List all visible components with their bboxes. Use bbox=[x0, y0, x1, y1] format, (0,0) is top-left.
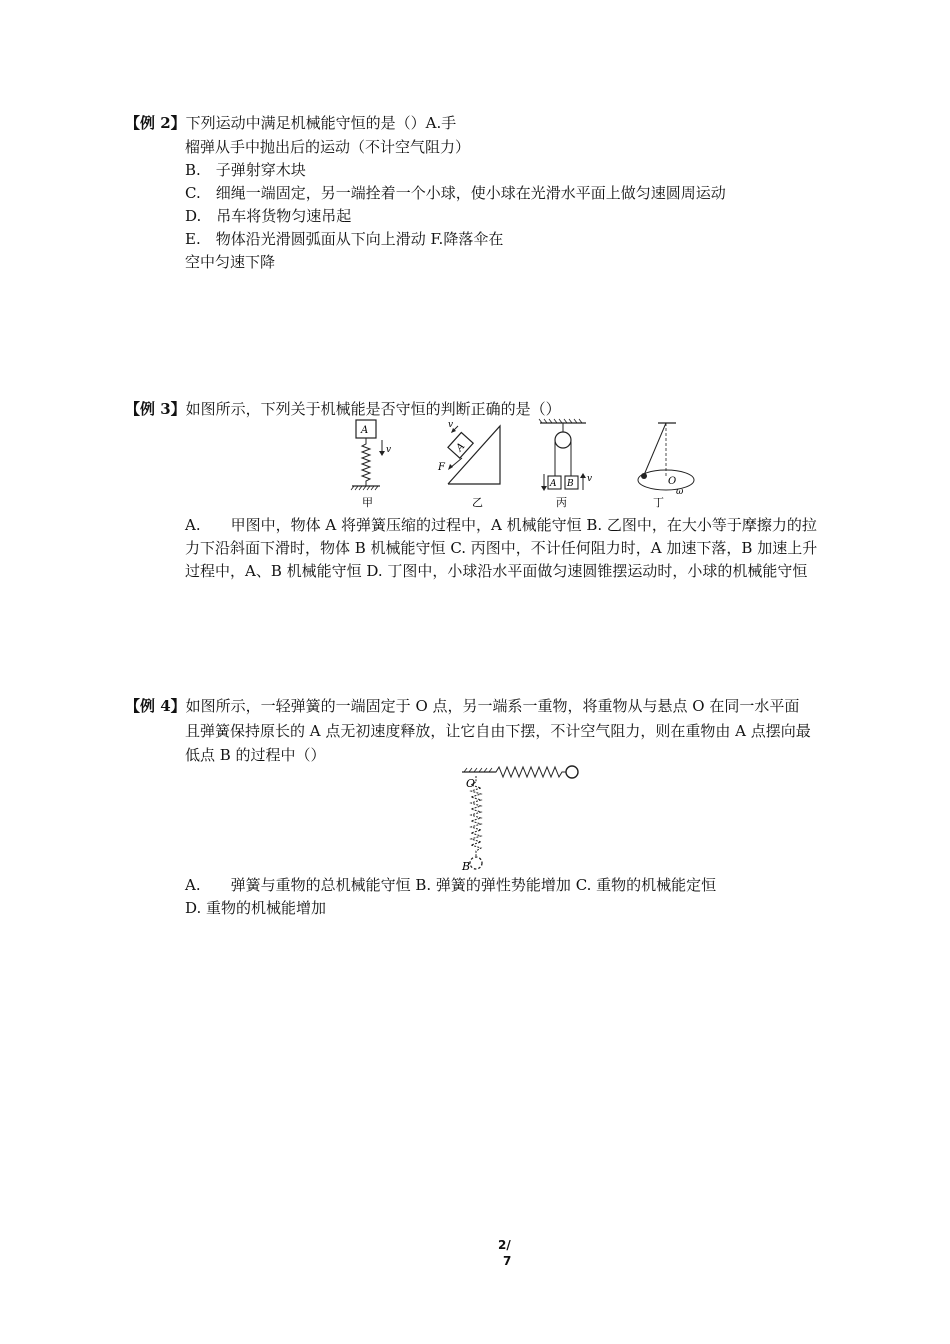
bing-velocity-label: v bbox=[587, 474, 593, 484]
ex3-label: 【例 3】 bbox=[125, 400, 186, 418]
ding-caption: 丁 bbox=[653, 496, 664, 509]
ex3-stem-line bbox=[125, 398, 561, 420]
jia-block-label: A bbox=[361, 425, 369, 436]
ex3-line2: 力下沿斜面下滑时，物体 B 机械能守恒 C. 丙图中，不计任何阻力时，A 加速下落，B 加速上升 bbox=[185, 539, 818, 557]
figure-bing bbox=[539, 419, 592, 509]
ex3-line3: 过程中，A、B 机械能守恒 D. 丁图中，小球沿水平面做匀速圆锥摆运动时，小球的机械能守恒 bbox=[185, 562, 808, 580]
ex2-stem: 下列运动中满足机械能守恒的是（）A.手 bbox=[185, 114, 457, 132]
ex4-stem-line bbox=[125, 695, 799, 717]
jia-caption: 甲 bbox=[362, 496, 373, 509]
ex4-line2: 且弹簧保持原长的 A 点无初速度释放，让它自由下摆，不计空气阻力，则在重物由 A 点摆向最 bbox=[185, 722, 811, 740]
ex3-stem: 如图所示，下列关于机械能是否守恒的判断正确的是（） bbox=[185, 400, 561, 418]
ex4-stem: 如图所示，一轻弹簧的一端固定于 O 点，另一端系一重物，将重物从与悬点 O 在同一水平面 bbox=[185, 697, 800, 715]
yi-block-label: A bbox=[454, 440, 468, 454]
ex4-label: 【例 4】 bbox=[125, 697, 186, 715]
ex4-line5: D. 重物的机械能增加 bbox=[185, 899, 327, 917]
bing-block-a: A bbox=[550, 479, 557, 489]
ding-omega-label: ω bbox=[676, 487, 684, 497]
ex4-line4: A. 弹簧与重物的总机械能守恒 B. 弹簧的弹性势能增加 C. 重物的机械能定恒 bbox=[185, 876, 717, 894]
ex4-pivot-label: O bbox=[466, 777, 476, 790]
bing-caption: 丙 bbox=[556, 496, 567, 509]
figure-yi bbox=[437, 420, 500, 509]
ex2-option-d: D. 吊车将货物匀速吊起 bbox=[185, 207, 352, 225]
yi-force-label: F bbox=[438, 462, 445, 473]
ex4-line3: 低点 B 的过程中（） bbox=[185, 746, 326, 764]
figure-jia bbox=[351, 420, 391, 509]
ex3-line1: A. 甲图中，物体 A 将弹簧压缩的过程中，A 机械能守恒 B. 乙图中，在大小等于摩擦力的拉 bbox=[185, 516, 817, 534]
ex4-lowest-label: B bbox=[462, 860, 471, 873]
ex2-stem-line bbox=[125, 112, 456, 134]
jia-velocity-label: v bbox=[386, 445, 392, 455]
yi-velocity-label: v bbox=[448, 420, 454, 430]
figure-ding bbox=[638, 423, 694, 509]
page-number: 2/ bbox=[498, 1238, 511, 1252]
ex2-label: 【例 2】 bbox=[125, 114, 186, 132]
bing-block-b: B bbox=[567, 479, 574, 489]
yi-caption: 乙 bbox=[472, 496, 483, 509]
ex2-option-b: B. 子弹射穿木块 bbox=[185, 161, 306, 179]
ex2-option-e: E. 物体沿光滑圆弧面从下向上滑动 F.降落伞在 bbox=[185, 230, 504, 248]
ex2-line7: 空中匀速下降 bbox=[185, 253, 276, 271]
ding-center-label: O bbox=[668, 476, 677, 487]
ex2-option-c: C. 细绳一端固定，另一端拴着一个小球，使小球在光滑水平面上做匀速圆周运动 bbox=[185, 184, 726, 202]
ex2-line2: 榴弹从手中抛出后的运动（不计空气阻力） bbox=[185, 138, 471, 156]
ex4-figure bbox=[460, 762, 590, 874]
ex3-figure bbox=[340, 418, 720, 512]
page-total: 7 bbox=[503, 1254, 512, 1268]
